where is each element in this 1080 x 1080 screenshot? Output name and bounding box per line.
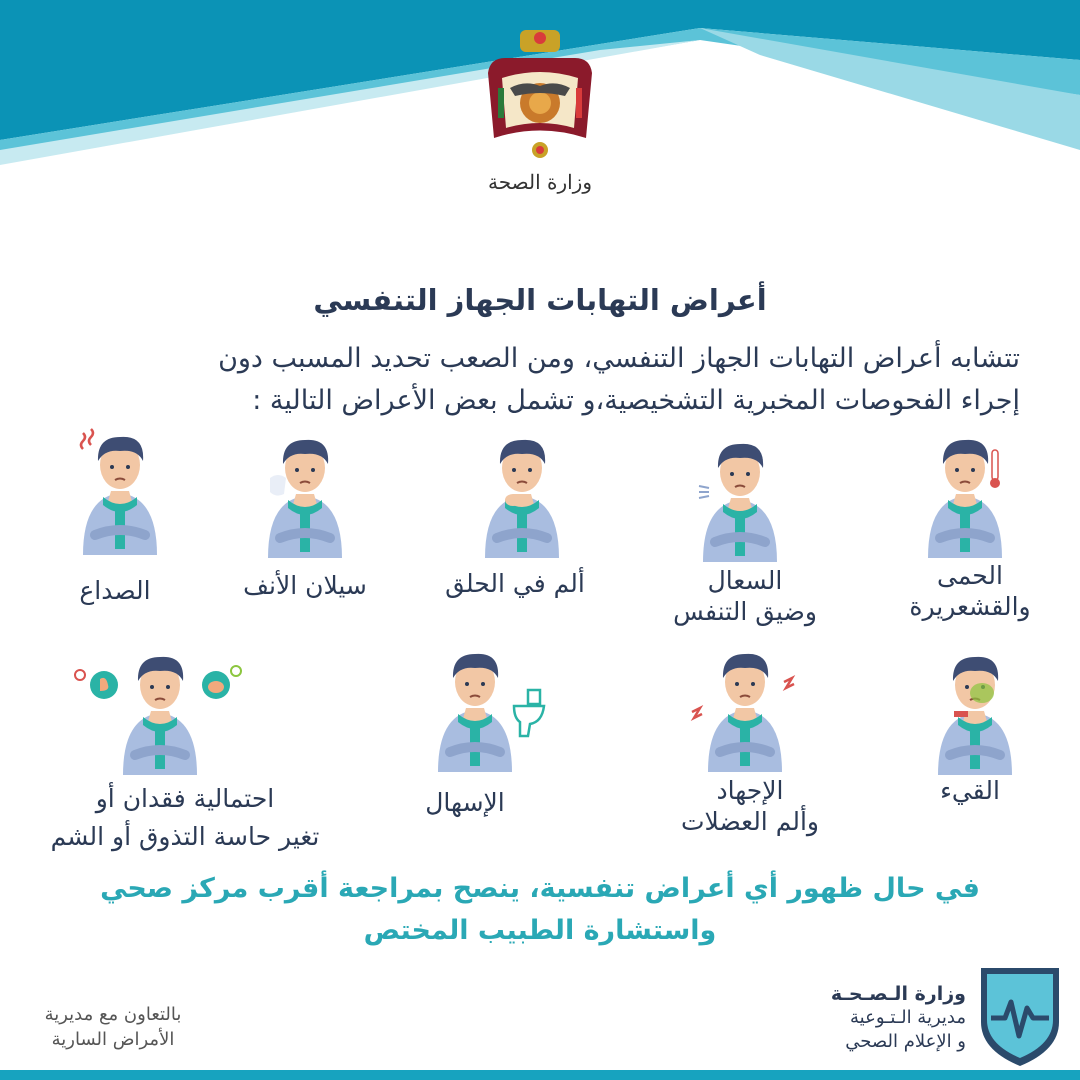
headache-icon [75, 425, 165, 555]
symptom-label-taste-smell: احتمالية فقدان أو تغير حاسة التذوق أو الشم [50, 784, 320, 851]
symptom-label-vomiting: القيء [940, 776, 1000, 805]
symptom-label-sore-throat: ألم في الحلق [445, 569, 585, 598]
bottom-bar [0, 1070, 1080, 1080]
page-title: أعراض التهابات الجهاز التنفسي [313, 283, 767, 317]
symptom-label-cough: السعال وضيق التنفس [673, 566, 817, 626]
symptom-diarrhea [430, 642, 550, 772]
symptom-label-fatigue: الإجهاد وألم العضلات [681, 776, 819, 836]
ministry-script-logo: وزارة الصحة [488, 170, 592, 194]
intro-line-1: تتشابه أعراض التهابات الجهاز التنفسي، ومن الصعب تحديد المسبب دون [218, 343, 1020, 374]
intro-text [90, 338, 1020, 422]
department-name: وزارة الـصـحـة مديرية الـتـوعية و الإعلام الصحي [830, 983, 966, 1052]
advice-text: في حال ظهور أي أعراض تنفسية، ينصح بمراجعة أقرب مركز صحي واستشارة الطبيب المختص [100, 873, 980, 946]
symptom-label-fever: الحمى والقشعريرة [909, 561, 1031, 621]
symptom-vomiting [925, 645, 1025, 775]
symptom-fever [915, 428, 1015, 558]
symptom-label-runny-nose: سيلان الأنف [243, 571, 367, 600]
sore-throat-icon [477, 428, 567, 558]
symptom-fatigue [690, 642, 800, 772]
vomiting-icon [930, 645, 1020, 775]
symptom-cough [690, 432, 790, 562]
nose-tongue-icon [70, 645, 250, 775]
symptom-label-diarrhea: الإسهال [425, 788, 505, 817]
fever-thermometer-icon [920, 428, 1010, 558]
symptom-runny-nose [255, 428, 355, 558]
runny-nose-icon [260, 428, 350, 558]
symptom-label-headache: الصداع [79, 576, 151, 605]
symptom-sore-throat [472, 428, 572, 558]
toilet-icon [430, 642, 550, 772]
coat-of-arms-icon [480, 28, 600, 163]
symptom-headache [70, 425, 170, 555]
symptom-taste-smell [70, 645, 250, 775]
health-shield-logo-icon [975, 962, 1065, 1070]
cough-icon [695, 432, 785, 562]
collaboration-note: بالتعاون مع مديرية الأمراض السارية [44, 1004, 182, 1050]
intro-line-2: إجراء الفحوصات المخبرية التشخيصية،و تشمل بعض الأعراض التالية : [252, 385, 1020, 416]
fatigue-icon [690, 642, 800, 772]
